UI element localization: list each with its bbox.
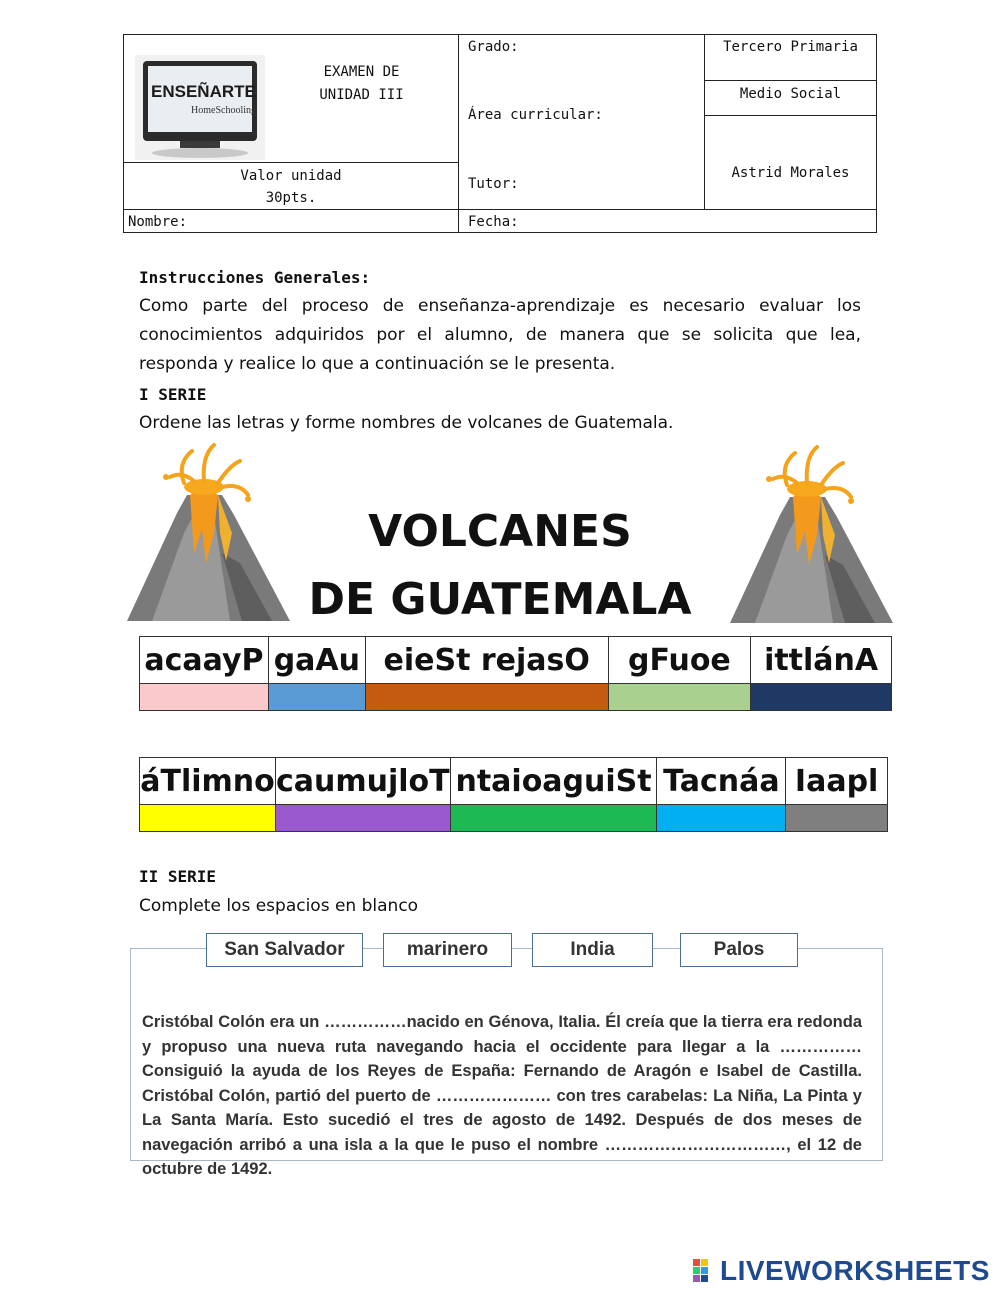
scrambled-word: acaayP (140, 637, 269, 684)
liveworksheets-brand: LIVEWORKSHEETS (720, 1255, 990, 1286)
header-table (123, 34, 877, 233)
valor-value: 30pts. (265, 190, 317, 206)
answer-drop-zone[interactable] (751, 684, 892, 711)
instructions-body: Como parte del proceso de enseñanza-aprendizaje es necesario evaluar los conocimientos adquiridos por el alumno, de manera que se solicita que lea, responda y realice lo que a continuación se le presenta. (139, 296, 861, 374)
exam-title-line1: EXAMEN DE (323, 64, 400, 80)
word-bank-item[interactable]: Palos (680, 933, 798, 967)
serie1-title: I SERIE (139, 385, 207, 404)
answer-drop-zone[interactable] (275, 805, 450, 832)
instructions-title: Instrucciones Generales: (139, 268, 371, 287)
enseñarte-logo (135, 55, 265, 160)
scrambled-word: áTlimno (140, 758, 276, 805)
banner-title-line1: VOLCANES (368, 506, 632, 557)
tutor-value: Astrid Morales (731, 165, 850, 181)
word-bank-item[interactable]: India (532, 933, 653, 967)
answer-drop-zone[interactable] (268, 684, 365, 711)
scrambled-word: gFuoe (608, 637, 751, 684)
word-table-1 (139, 636, 892, 711)
tutor-label: Tutor: (468, 176, 519, 192)
banner-title-line2: DE GUATEMALA (308, 574, 692, 625)
grado-label: Grado: (468, 39, 519, 55)
area-label: Área curricular: (468, 107, 603, 123)
serie2-title: II SERIE (139, 867, 217, 886)
fecha-label: Fecha: (468, 214, 519, 230)
area-value: Medio Social (739, 86, 842, 102)
logo-text: ENSEÑARTE (151, 82, 256, 101)
answer-drop-zone[interactable] (786, 805, 888, 832)
nombre-label: Nombre: (128, 214, 188, 230)
answer-drop-zone[interactable] (140, 684, 269, 711)
word-bank-item[interactable]: San Salvador (206, 933, 363, 967)
scrambled-word: eieSt rejasO (365, 637, 608, 684)
grado-value: Tercero Primaria (723, 39, 858, 55)
word-bank-item[interactable]: marinero (383, 933, 512, 967)
answer-drop-zone[interactable] (140, 805, 276, 832)
scrambled-word: gaAu (268, 637, 365, 684)
liveworksheets-logo-icon (693, 1259, 717, 1283)
scrambled-word: ntaioaguiSt (450, 758, 657, 805)
answer-drop-zone[interactable] (365, 684, 608, 711)
valor-unidad (124, 165, 458, 209)
scrambled-word: ittlánA (751, 637, 892, 684)
scrambled-word: Tacnáa (657, 758, 786, 805)
fill-in-paragraph: Cristóbal Colón era un ……………nacido en Génova, Italia. Él creía que la tierra era redonda y propuso una nueva ruta navegando hacia el occidente para llegar a la …………… Consiguió la ayuda de los Reyes de España: Fernando de Aragón e Isabel de Castilla. Cristóbal Colón, partió del puerto de ………………… con tres carabelas: La Niña, La Pinta y La Santa María. Esto sucedió el tres de agosto de 1492. Después de dos meses de navegación arribó a una isla a la que le puso el nombre ……………………………, el 12 de octubre de 1492. (142, 1013, 862, 1178)
valor-label: Valor unidad (240, 168, 342, 184)
serie2-instruction: Complete los espacios en blanco (139, 896, 419, 916)
exam-title-line2: UNIDAD III (319, 87, 404, 103)
exam-title (274, 61, 449, 107)
word-table-2 (139, 757, 888, 832)
serie1-instruction: Ordene las letras y forme nombres de volcanes de Guatemala. (139, 413, 674, 433)
answer-drop-zone[interactable] (657, 805, 786, 832)
scrambled-word: Iaapl (786, 758, 888, 805)
logo-subtext: HomeSchooling (191, 105, 256, 116)
answer-drop-zone[interactable] (450, 805, 657, 832)
answer-drop-zone[interactable] (608, 684, 751, 711)
scrambled-word: caumujloT (275, 758, 450, 805)
